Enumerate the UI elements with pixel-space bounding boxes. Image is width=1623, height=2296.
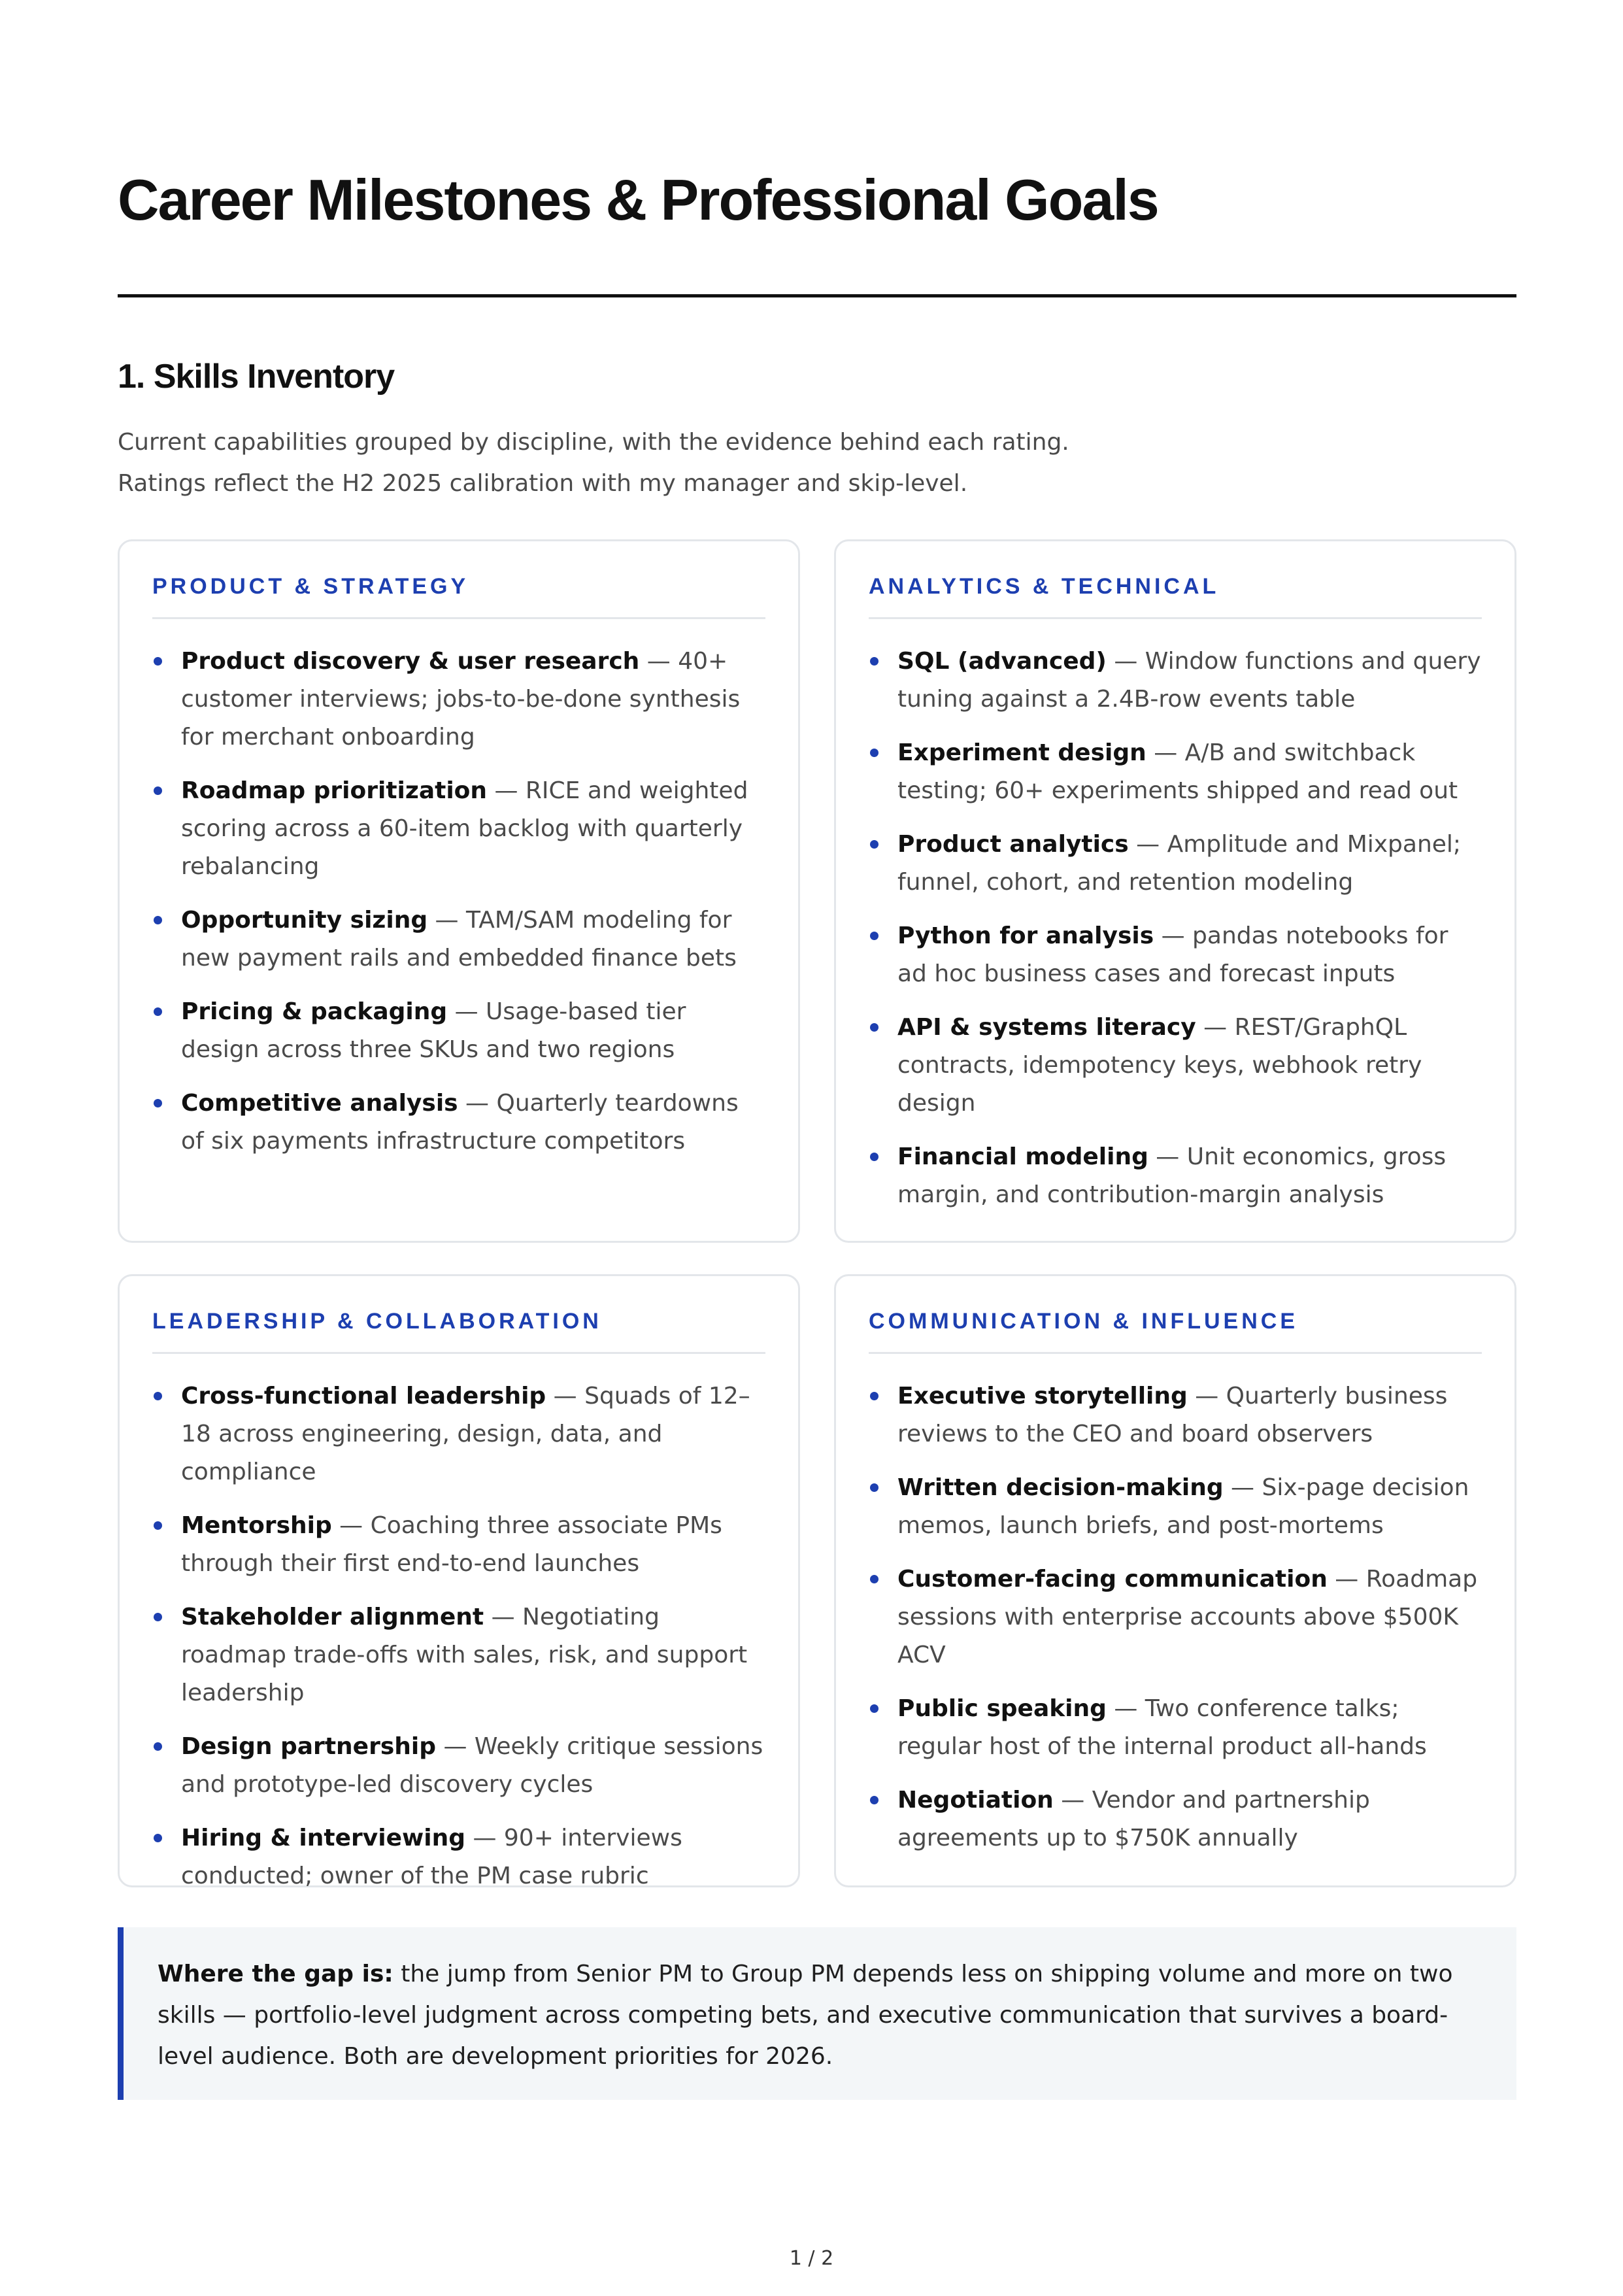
skill-name: Roadmap prioritization [181, 777, 488, 804]
title-divider [118, 294, 1516, 297]
skill-item [869, 1690, 1482, 1766]
skill-name: Financial modeling [897, 1143, 1148, 1170]
skill-item [869, 1138, 1482, 1214]
section-intro [118, 422, 1425, 504]
skill-name: Competitive analysis [181, 1090, 458, 1117]
bullet-icon [154, 1613, 162, 1621]
bullet-icon [870, 1153, 878, 1161]
bullet-icon [154, 1392, 162, 1400]
bullet-icon [154, 1521, 162, 1530]
skill-name: API & systems literacy [897, 1014, 1196, 1041]
skill-item [152, 902, 765, 977]
bullet-icon [870, 1483, 878, 1492]
page-number: 1 / 2 [789, 2247, 834, 2270]
skill-detail: — REST/GraphQL contracts, idempotency keys, webhook retry design [897, 1014, 1422, 1117]
skill-name: Pricing & packaging [181, 998, 448, 1025]
skill-detail: — Quarterly business reviews to the CEO and board observers [897, 1383, 1448, 1447]
bullet-icon [870, 657, 878, 666]
skill-detail: — Coaching three associate PMs through their first end-to-end launches [181, 1512, 722, 1577]
bullet-icon [154, 1834, 162, 1842]
skill-list [152, 1377, 765, 1895]
skill-name: SQL (advanced) [897, 648, 1107, 675]
skill-item [152, 993, 765, 1069]
skill-item [152, 1598, 765, 1712]
bullet-icon [154, 1099, 162, 1107]
skill-item [869, 917, 1482, 993]
skill-item [869, 734, 1482, 810]
skill-name: Design partnership [181, 1733, 436, 1760]
skill-detail: — Amplitude and Mixpanel; funnel, cohort, and retention modeling [897, 831, 1462, 896]
skill-item [869, 1009, 1482, 1123]
skill-detail: — Six-page decision memos, launch briefs, and post-mortems [897, 1474, 1469, 1539]
skill-item [869, 1469, 1482, 1545]
skill-name: Stakeholder alignment [181, 1604, 484, 1630]
bullet-icon [870, 1392, 878, 1400]
bullet-icon [870, 749, 878, 757]
card-title: COMMUNICATION & INFLUENCE [869, 1310, 1482, 1354]
intro-line: Current capabilities grouped by discipline, with the evidence behind each rating. [118, 429, 1069, 456]
bullet-icon [154, 786, 162, 795]
skill-detail: — Squads of 12–18 across engineering, design, data, and compliance [181, 1383, 750, 1485]
skill-item [152, 1377, 765, 1491]
skill-name: Experiment design [897, 739, 1146, 766]
skill-detail: — A/B and switchback testing; 60+ experiments shipped and read out [897, 739, 1458, 804]
skill-name: Opportunity sizing [181, 907, 428, 934]
skill-card-communication-influence [834, 1274, 1516, 1887]
card-title: LEADERSHIP & COLLABORATION [152, 1310, 765, 1354]
page-title: Career Milestones & Professional Goals [118, 167, 1158, 232]
skill-item [869, 643, 1482, 718]
skill-name: Mentorship [181, 1512, 332, 1539]
bullet-icon [154, 657, 162, 666]
skill-item [152, 1819, 765, 1895]
skill-item [869, 826, 1482, 902]
skill-name: Public speaking [897, 1695, 1107, 1722]
skill-item [869, 1377, 1482, 1453]
skill-item [152, 643, 765, 756]
skill-detail: — Roadmap sessions with enterprise accounts above $500K ACV [897, 1566, 1478, 1668]
skill-name: Cross-functional leadership [181, 1383, 546, 1410]
bullet-icon [154, 916, 162, 924]
skill-item [152, 1085, 765, 1160]
bullet-icon [154, 1007, 162, 1016]
callout-lead: Where the gap is: [158, 1961, 393, 1987]
skill-detail: — 90+ interviews conducted; owner of the PM case rubric [181, 1825, 682, 1889]
skill-name: Python for analysis [897, 922, 1154, 949]
bullet-icon [870, 1704, 878, 1713]
skill-list [152, 643, 765, 1160]
skill-item [152, 1507, 765, 1583]
card-title: PRODUCT & STRATEGY [152, 575, 765, 619]
callout-body: the jump from Senior PM to Group PM depends less on shipping volume and more on two skills — portfolio-level judgment across competing bets, and executive communication that survives a board-level audience. Both are development priorities for 2026. [158, 1961, 1453, 2070]
gap-callout [118, 1927, 1516, 2100]
skill-item [152, 772, 765, 886]
skill-detail: — Quarterly teardowns of six payments infrastructure competitors [181, 1090, 739, 1155]
bullet-icon [870, 1023, 878, 1032]
skill-card-analytics-technical [834, 539, 1516, 1243]
skill-name: Product discovery & user research [181, 648, 640, 675]
skill-name: Negotiation [897, 1787, 1054, 1814]
skill-item [152, 1728, 765, 1804]
section-heading: 1. Skills Inventory [118, 358, 395, 396]
skill-item [869, 1781, 1482, 1857]
skill-name: Customer-facing communication [897, 1566, 1328, 1593]
skill-name: Executive storytelling [897, 1383, 1188, 1410]
skill-detail: — TAM/SAM modeling for new payment rails and embedded finance bets [181, 907, 737, 971]
skill-item [869, 1561, 1482, 1674]
skill-name: Product analytics [897, 831, 1129, 858]
skill-name: Written decision-making [897, 1474, 1224, 1501]
card-title: ANALYTICS & TECHNICAL [869, 575, 1482, 619]
skill-name: Hiring & interviewing [181, 1825, 465, 1851]
bullet-icon [870, 840, 878, 849]
bullet-icon [870, 1575, 878, 1583]
skill-detail: — pandas notebooks for ad hoc business cases and forecast inputs [897, 922, 1448, 987]
bullet-icon [870, 932, 878, 940]
skill-detail: — 40+ customer interviews; jobs-to-be-done synthesis for merchant onboarding [181, 648, 741, 751]
skill-detail: — Negotiating roadmap trade-offs with sales, risk, and support leadership [181, 1604, 748, 1706]
skill-detail: — RICE and weighted scoring across a 60-item backlog with quarterly rebalancing [181, 777, 748, 880]
skill-detail: — Usage-based tier design across three SKUs and two regions [181, 998, 686, 1063]
skill-detail: — Two conference talks; regular host of the internal product all-hands [897, 1695, 1427, 1760]
skill-card-product-strategy [118, 539, 800, 1243]
skill-list [869, 643, 1482, 1214]
skill-list [869, 1377, 1482, 1857]
bullet-icon [870, 1796, 878, 1804]
skill-detail: — Weekly critique sessions and prototype-led discovery cycles [181, 1733, 763, 1798]
skill-detail: — Unit economics, gross margin, and contribution-margin analysis [897, 1143, 1447, 1208]
skill-card-leadership-collaboration [118, 1274, 800, 1887]
bullet-icon [154, 1742, 162, 1751]
skill-detail: — Window functions and query tuning against a 2.4B-row events table [897, 648, 1481, 713]
skill-detail: — Vendor and partnership agreements up to $750K annually [897, 1787, 1370, 1851]
intro-line: Ratings reflect the H2 2025 calibration with my manager and skip-level. [118, 470, 968, 497]
